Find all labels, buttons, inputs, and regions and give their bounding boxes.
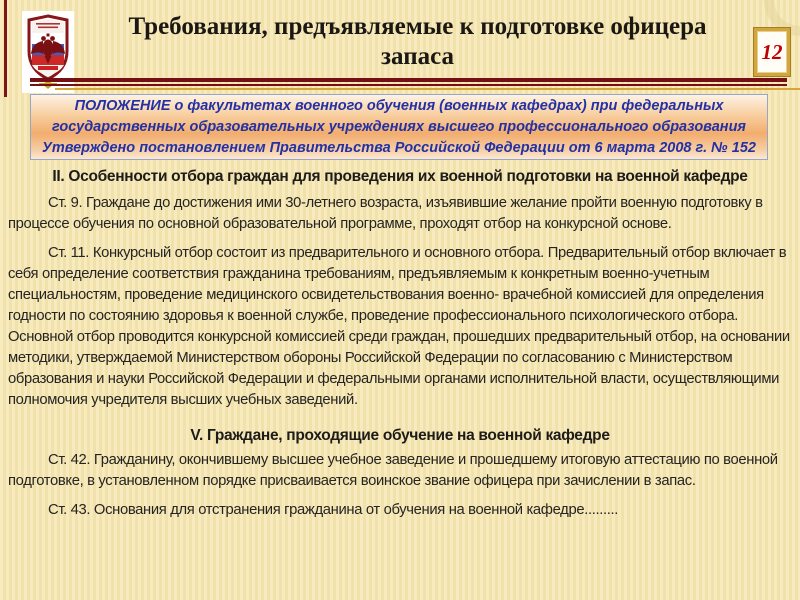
- corner-decoration: [774, 0, 800, 26]
- page-number-badge: [754, 28, 790, 76]
- paragraph-article-42: Ст. 42. Гражданину, окончившему высшее учебное заведение и прошедшему итоговую аттестацию по военной подготовке, в установленном порядке присваивается воинское звание офицера при зачислении в запас.: [8, 452, 778, 489]
- left-accent-line: [4, 0, 7, 97]
- slide-title: Требования, предъявляемые к подготовке офицера запаса: [128, 13, 707, 70]
- banner-line: ПОЛОЖЕНИЕ о факультетах военного обучения (военных кафедрах) при федеральных: [74, 97, 724, 114]
- banner-line: Утверждено постановлением Правительства Российской Федерации от 6 марта 2008 г. № 152: [42, 139, 756, 156]
- section-heading: II. Особенности отбора граждан для проведения их военной подготовки на военной кафедре: [52, 168, 748, 185]
- divider-thin-maroon: [30, 84, 787, 86]
- regulation-banner: [30, 94, 768, 160]
- banner-line: государственных образовательных учреждениях высшего профессионального образования: [52, 118, 746, 135]
- slide-body: [8, 166, 792, 529]
- section-heading: V. Граждане, проходящие обучение на военной кафедре: [190, 427, 610, 444]
- divider-thick-maroon: [30, 78, 787, 82]
- divider-gold: [55, 88, 800, 90]
- page-number: 12: [761, 39, 783, 64]
- paragraph-article-11: Ст. 11. Конкурсный отбор состоит из предварительного и основного отбора. Предварительный отбор включает в себя определение соответствия гражданина требованиям, предъявляемым к конкретным военно-учетным специальностям, проведение медицинского освидетельствования военно- врачебной комиссией для определения годности по состоянию здоровья к военной службе, проведение профессионального психологического отбора. Основной отбор проводится конкурсной комиссией среди граждан, прошедших предварительный отбор, на основании методики, утверждаемой Министерством обороны Российской Федерации по согласованию с Министерством образования и науки Российской Федерации и федеральными органами исполнительной власти, осуществляющими полномочия учредителя высших учебных заведений.: [8, 245, 790, 408]
- paragraph-article-43: Ст. 43. Основания для отстранения гражданина от обучения на военной кафедре.........: [48, 502, 619, 518]
- paragraph-article-9: Ст. 9. Граждане до достижения ими 30-летнего возраста, изъявившие желание пройти военную подготовку в процессе обучения по основной образовательной программе, проходят отбор на конкурсной основе.: [8, 195, 763, 232]
